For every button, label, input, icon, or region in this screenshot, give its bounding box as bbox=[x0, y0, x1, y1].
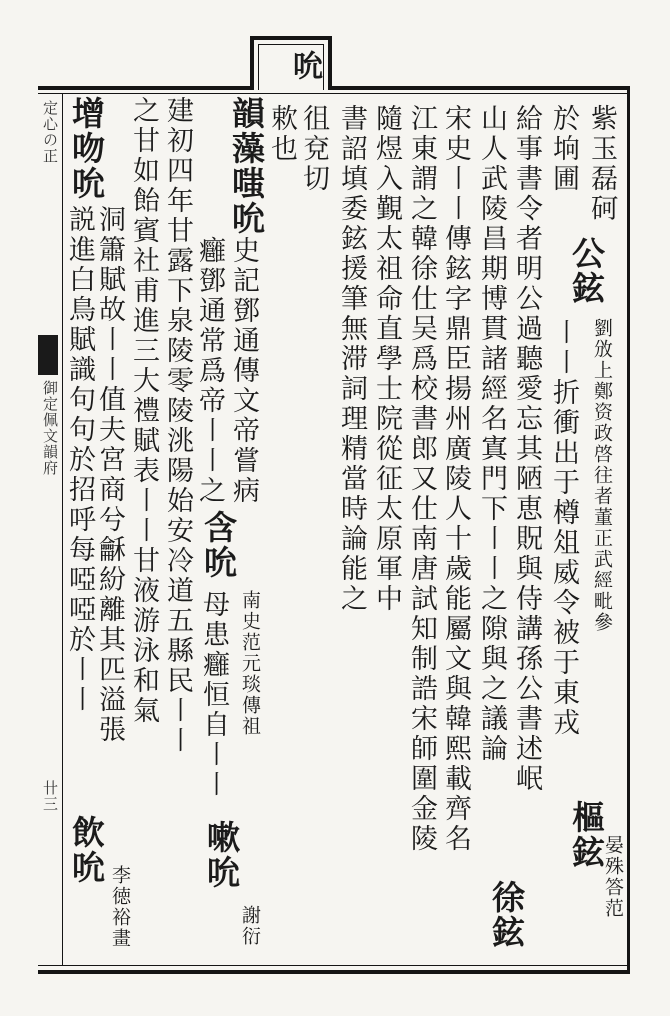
left-col-3-note: 謝衍 bbox=[239, 905, 261, 947]
column-6-text: 江東謂之韓徐仕吴爲校書郎又仕南唐試知制誥宋師圍金陵 bbox=[406, 104, 437, 854]
column-2-text: 於垧圃 bbox=[548, 104, 579, 194]
margin-folio: 卄三 bbox=[41, 780, 59, 812]
left-col-2-note: 南史范元琰傳祖 bbox=[239, 590, 261, 737]
left-col-5-text: 之甘如飴賓社甫進三大禮賦表〡〡甘液游泳和氣 bbox=[128, 96, 159, 726]
column-1-text: 紫玉磊砢 bbox=[586, 104, 617, 224]
left-col-2-text: 癰鄧通常爲帝〡〡之 bbox=[194, 236, 225, 506]
right-rule bbox=[627, 86, 630, 974]
column-1-entry: 公鉉 bbox=[567, 236, 606, 306]
column-4-text: 山人武陵昌期博貫諸經名寘門下〡〡之隙與之議論 bbox=[476, 104, 507, 764]
left-col-1-entry: 韻藻嗤吮 bbox=[227, 96, 266, 236]
top-rule-thin bbox=[38, 93, 630, 94]
left-col-1-text: 史記鄧通傳文帝嘗病 bbox=[228, 236, 259, 506]
left-col-6-entry: 增吻吮 bbox=[67, 96, 106, 201]
left-col-6-text: 洞簫賦故〡〡值夫宮商兮龢紛離其匹溢張 bbox=[94, 205, 125, 745]
top-rule-left bbox=[38, 86, 252, 90]
column-2-text-b: 〡〡折衝出于樽俎威令被于東戎 bbox=[548, 318, 579, 738]
column-4-entry: 徐鉉 bbox=[487, 880, 526, 950]
column-3-note: 晏殊答范 bbox=[602, 835, 624, 919]
left-col-2-entry: 含吮 bbox=[199, 510, 238, 580]
head-word: 吮 bbox=[287, 50, 322, 80]
gloss-line-2: 欶也 bbox=[266, 104, 297, 164]
margin-top-text: 定心の正 bbox=[41, 100, 59, 164]
column-8-text: 書詔填委鉉援筆無滞詞理精當時論能之 bbox=[336, 104, 367, 614]
left-col-4-text: 建初四年甘露下泉陵零陵洮陽始安冷道五縣民〡〡 bbox=[162, 96, 193, 756]
margin-book-title: 御定佩文韻府 bbox=[41, 380, 59, 476]
column-3-text: 給事書令者明公過聽愛忘其陋恵貺與侍講孫公書述岷 bbox=[511, 104, 542, 794]
gloss-line-1: 徂兗切 bbox=[298, 104, 329, 194]
left-col-7-note: 李徳裕畫 bbox=[109, 865, 131, 949]
left-col-7-entry: 飲吮 bbox=[67, 815, 106, 885]
left-col-3-entry: 嗽吮 bbox=[202, 820, 241, 890]
left-col-8-text: 説進白鳥賦識句句於招呼每啞啞於〡〡 bbox=[64, 205, 95, 715]
margin-fish-tail bbox=[38, 335, 58, 375]
bottom-rule bbox=[38, 970, 630, 974]
column-5-text: 宋史〡〡傳鉉字鼎臣揚州廣陵人十歲能屬文與韓熙載齊名 bbox=[440, 104, 471, 854]
top-rule-right bbox=[330, 86, 630, 90]
left-rule bbox=[62, 94, 63, 966]
column-1-note: 劉攽上鄭资政啓往者董正武經毗參 bbox=[591, 318, 613, 633]
column-7-text: 隨煜入覲太祖命直學士院從征太原軍中 bbox=[371, 104, 402, 614]
bottom-rule-thin bbox=[38, 965, 630, 966]
left-col-3-text: 母患癰恒自〡〡 bbox=[198, 590, 229, 800]
column-3-entry: 樞鉉 bbox=[567, 800, 606, 870]
